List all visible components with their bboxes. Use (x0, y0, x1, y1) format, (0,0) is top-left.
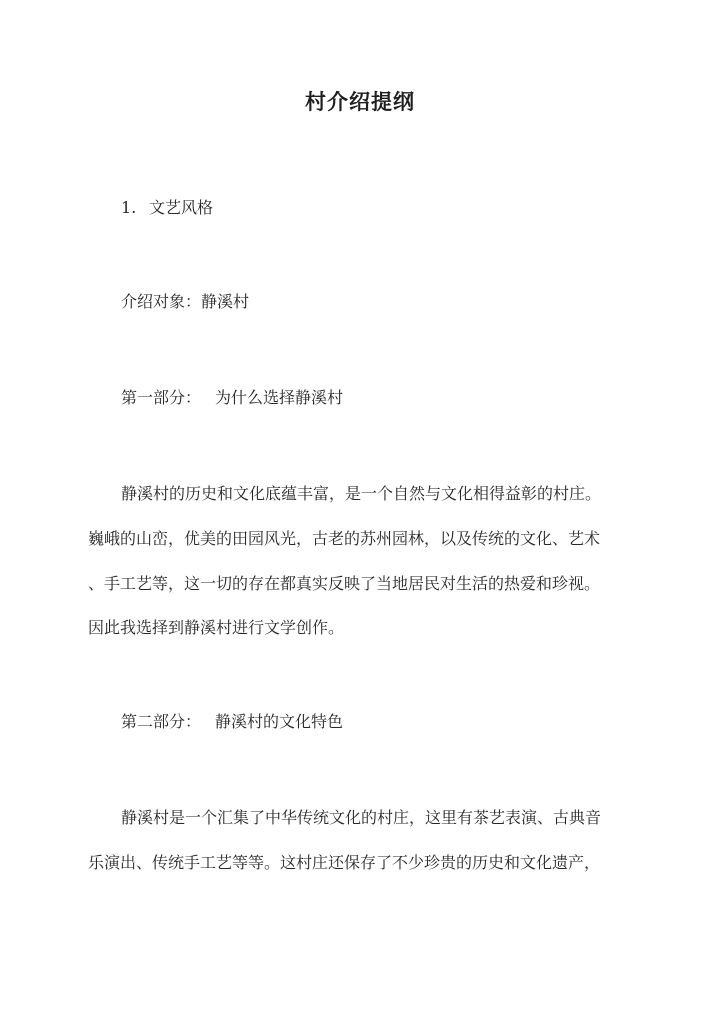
intro-line: 介绍对象：静溪村 (121, 292, 250, 311)
paragraph-line: 静溪村是一个汇集了中华传统文化的村庄，这里有茶艺表演、古典音 (121, 808, 602, 827)
section-heading (121, 196, 213, 220)
part1-heading (121, 386, 343, 410)
paragraph-line: 因此我选择到静溪村进行文学创作。 (88, 618, 345, 637)
paragraph-line: 巍峨的山峦，优美的田园风光，古老的苏州园林，以及传统的文化、艺术 (88, 529, 601, 548)
part1-title: 为什么选择静溪村 (215, 388, 344, 407)
section-title: 文艺风格 (149, 198, 214, 217)
document-title: 村介绍提纲 (305, 89, 415, 114)
paragraph-line: 静溪村的历史和文化底蕴丰富，是一个自然与文化相得益彰的村庄。 (121, 484, 602, 503)
part1-label: 第一部分： (121, 388, 202, 407)
part2-heading (121, 710, 343, 734)
section-number: 1. (121, 198, 137, 217)
part2-label: 第二部分： (121, 712, 202, 731)
part2-title: 静溪村的文化特色 (215, 712, 344, 731)
paragraph-line: 、手工艺等，这一切的存在都真实反映了当地居民对生活的热爱和珍视。 (88, 574, 601, 593)
paragraph-line: 乐演出、传统手工艺等等。这村庄还保存了不少珍贵的历史和文化遗产， (88, 853, 601, 872)
